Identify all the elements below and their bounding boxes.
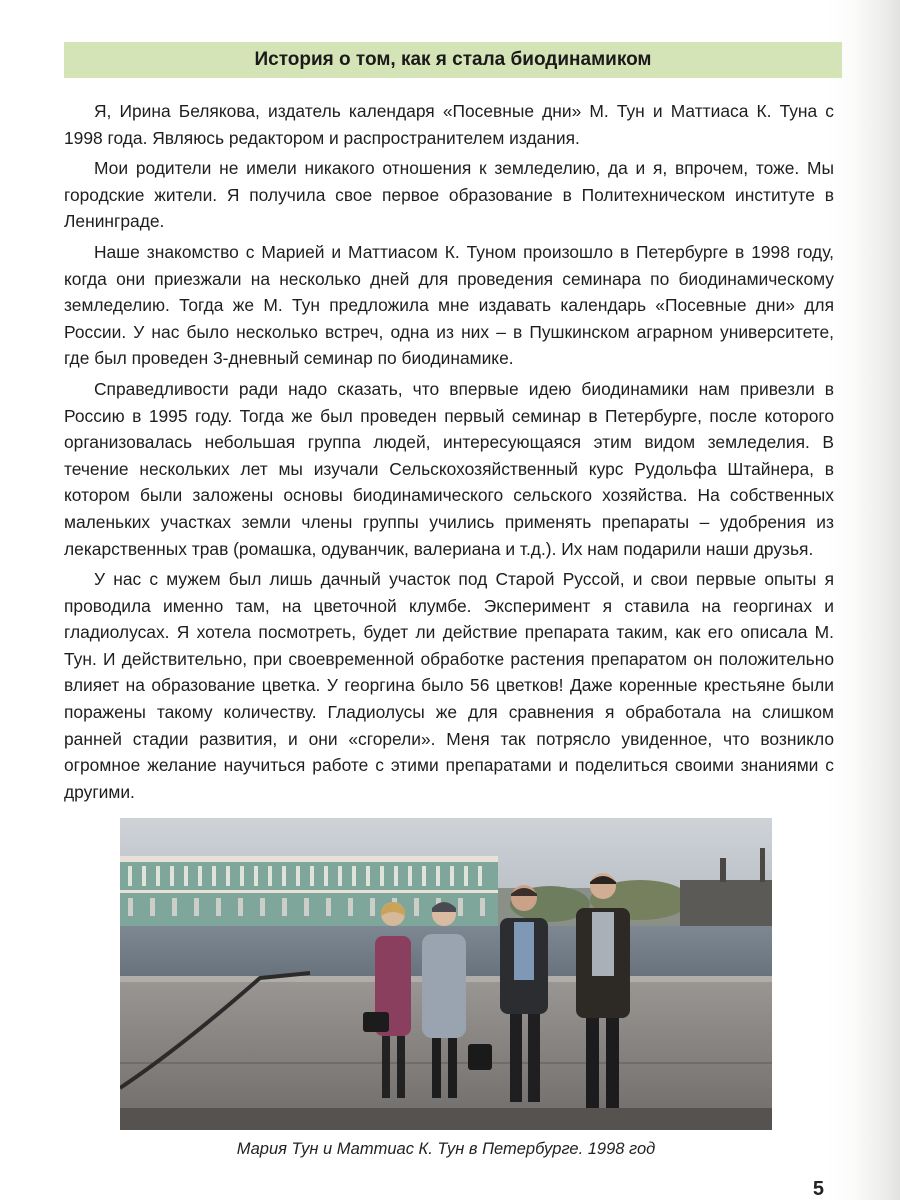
group-photo	[120, 818, 772, 1130]
page-edge-shadow	[852, 0, 900, 1200]
article-body	[64, 98, 834, 805]
paragraph: Я, Ирина Белякова, издатель календаря «Посевные дни» М. Тун и Маттиаса К. Туна с 1998 года. Являюсь редактором и распространителем издания.	[64, 101, 834, 148]
paragraph: Мои родители не имели никакого отношения к земледелию, да и я, впрочем, тоже. Мы городские жители. Я получила свое первое образование в Политехническом институте в Ленинграде.	[64, 158, 834, 232]
section-title-bar	[64, 42, 842, 78]
page-number: 5	[812, 1178, 824, 1200]
section-title: История о том, как я стала биодинамиком	[254, 49, 652, 70]
paragraph: Наше знакомство с Марией и Маттиасом К. Туном произошло в Петербурге в 1998 году, когда они приезжали на несколько дней для проведения семинара по биодинамическому земледелию. Тогда же М. Тун предложила мне издавать календарь «Посевные дни» для России. У нас было несколько встреч, одна из них – в Пушкинском аграрном университете, где был проведен 3-дневный семинар по биодинамике.	[64, 241, 834, 369]
paragraph: Справедливости ради надо сказать, что впервые идею биодинамики нам привезли в Россию в 1995 году. Тогда же был проведен первый семинар в Петербурге, после которого организовалась небольшая группа людей, интересующаяся этим видом земледелия. В течение нескольких лет мы изучали Сельскохозяйственный курс Рудольфа Штайнера, в котором были заложены основы биодинамического сельского хозяйства. На собственных маленьких участках земли члены группы учились применять препараты – удобрения из лекарственных трав (ромашка, одуванчик, валериана и т.д.). Их нам подарили наши друзья.	[64, 378, 834, 559]
photo-caption: Мария Тун и Маттиас К. Тун в Петербурге. 1998 год	[236, 1140, 656, 1158]
paragraph: У нас с мужем был лишь дачный участок под Старой Руссой, и свои первые опыты я проводила именно там, на цветочной клумбе. Эксперимент я ставила на георгинах и гладиолусах. Я хотела посмотреть, будет ли действие препарата таким, как его описала М. Тун. И действительно, при своевременной обработке растения препаратом он положительно влияет на образование цветка. У георгина было 56 цветков! Даже коренные крестьяне были поражены такому количеству. Гладиолусы же для сравнения я обработала на слишком ранней стадии развития, и они «сгорели». Меня так потрясло увиденное, что возникло огромное желание научиться работе с этими препаратами и поделиться своими знаниями с другими.	[64, 569, 834, 802]
